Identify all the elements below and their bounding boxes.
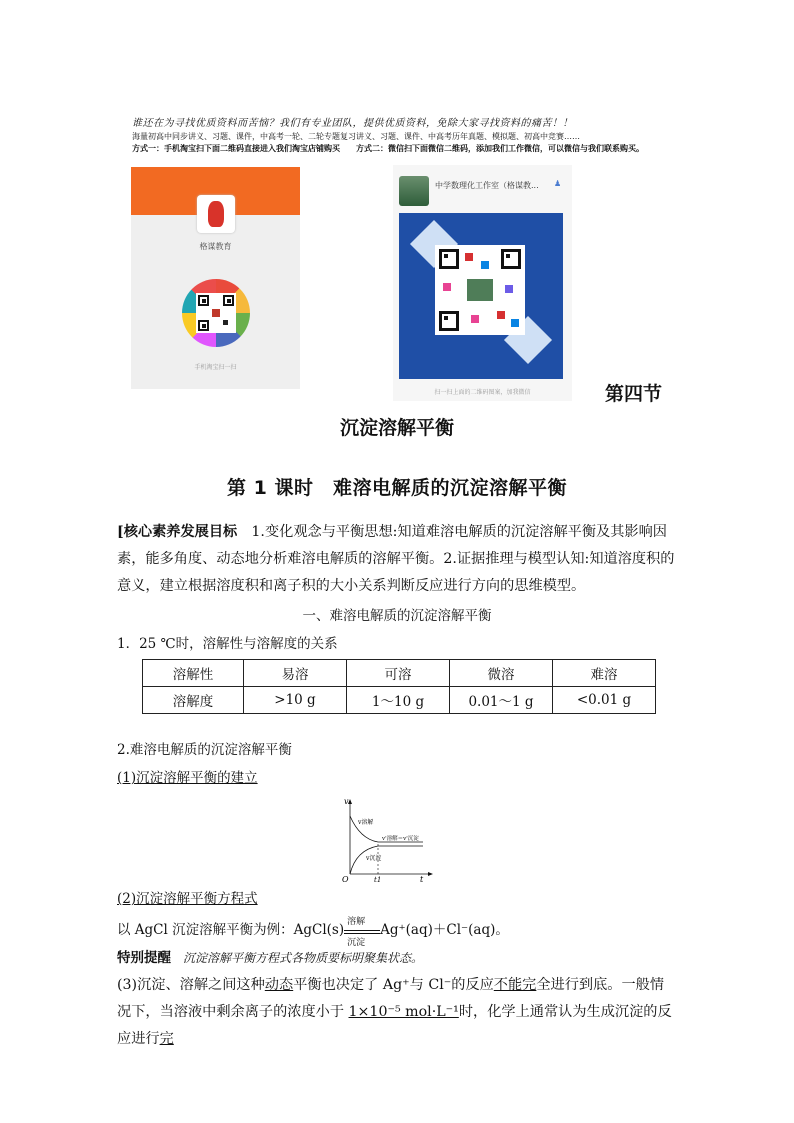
equation-prefix: 以 AgCl 沉淀溶解平衡为例：AgCl(s) <box>117 922 345 938</box>
ad-description: 海量初高中同步讲义、习题、课件，中高考一轮、二轮专题复习讲义、习题、课件、中高考历年真题、模拟题、初高中竞赛…… <box>132 132 580 141</box>
goals-text: 1.变化观念与平衡思想:知道难溶电解质的沉淀溶解平衡及其影响因素，能多角度、动态地分析难溶电解质的溶解平衡。2.证据推理与模型认知:知道溶度积的意义，建立根据溶度积和离子积的大小关系判断反应进行方向的思维模型。 <box>117 524 675 594</box>
scan-caption: 扫一扫上面的二维码图案，加我微信 <box>434 389 531 396</box>
item-heading: 2.难溶电解质的沉淀溶解平衡 <box>117 742 292 758</box>
item-heading: 1．25 ℃时，溶解性与溶解度的关系 <box>117 636 338 652</box>
taobao-qr-code[interactable] <box>196 293 236 333</box>
table-cell: 1～10 g <box>347 687 450 714</box>
equation-suffix: Ag⁺(aq)＋Cl⁻(aq)。 <box>380 922 509 938</box>
store-name: 格谋教育 <box>199 242 232 251</box>
table-header-cell: 易溶 <box>244 660 347 687</box>
table-header-cell: 微溶 <box>450 660 553 687</box>
section-title: 沉淀溶解平衡 <box>339 417 454 439</box>
table-row <box>143 687 656 714</box>
ad-purchase-methods: 方式一：手机淘宝扫下面二维码直接进入我们淘宝店铺购买 方式二：微信扫下面微信二维码，添加我们工作微信，可以微信与我们联系购买。 <box>132 144 644 153</box>
table-row-label: 溶解度 <box>143 687 244 714</box>
table-header-cell: 难溶 <box>553 660 656 687</box>
rate-time-graph <box>338 794 438 884</box>
t1-label: t1 <box>374 876 382 884</box>
table-row <box>143 660 656 687</box>
v-precip-label: v沉淀 <box>366 855 382 862</box>
equal-rate-label: v'溶解＝v'沉淀 <box>382 836 419 842</box>
origin-label: O <box>342 875 349 884</box>
sub-heading <box>117 887 258 907</box>
tip-text: 沉淀溶解平衡方程式各物质要标明聚集状态。 <box>171 951 424 965</box>
goals-lead: [核心素养发展目标 <box>117 524 238 540</box>
part-title: 一、难溶电解质的沉淀溶解平衡 <box>302 608 492 624</box>
blank-answer: 不能完 <box>493 977 537 993</box>
scan-caption: 手机淘宝扫一扫 <box>194 364 237 371</box>
dynamic-equilibrium-paragraph: (3)沉淀、溶解之间这种动态平衡也决定了 Ag⁺与 Cl⁻的反应不能完全进行到底。一般情况下，当溶液中剩余离子的浓度小于 1×10⁻⁵ mol·L⁻¹时，化学上通常认为生成沉淀的反应进行完 <box>117 977 672 1047</box>
sub-heading-text: (2)沉淀溶解平衡方程式 <box>117 891 258 907</box>
wechat-avatar <box>399 176 429 206</box>
tip-label: 特别提醒 <box>117 950 171 966</box>
user-icon: ♟ <box>554 179 562 188</box>
arrow-top-label: 溶解 <box>347 916 366 927</box>
table-header-cell: 溶解性 <box>143 660 244 687</box>
ad-slogan: 谁还在为寻找优质资料而苦恼？我们有专业团队，提供优质资料，免除大家寻找资料的痛苦！！ <box>132 118 573 129</box>
table-cell: 0.01～1 g <box>450 687 553 714</box>
blank-answer: 动态 <box>264 977 294 993</box>
wechat-account-name: 中学数理化工作室（格谋教... <box>435 181 539 190</box>
wechat-qr-code[interactable] <box>435 245 525 335</box>
v-dissolve-label: v溶解 <box>358 819 374 826</box>
sub-heading <box>117 766 258 786</box>
arrow-bottom-label: 沉淀 <box>347 937 366 948</box>
blank-answer: 完 <box>159 1031 174 1047</box>
reversible-arrow <box>344 916 380 948</box>
table-cell: <0.01 g <box>553 687 656 714</box>
core-goals-paragraph <box>117 519 677 600</box>
wechat-contact-card[interactable] <box>393 165 572 401</box>
taobao-store-card[interactable] <box>131 167 300 389</box>
equilibrium-equation <box>117 916 509 948</box>
store-logo <box>197 195 235 233</box>
y-axis-label: v <box>344 797 349 806</box>
seal-icon <box>208 201 224 227</box>
table-header-cell: 可溶 <box>347 660 450 687</box>
tip <box>117 946 423 966</box>
lesson-title: 第 1 课时 难溶电解质的沉淀溶解平衡 <box>227 477 567 499</box>
table-cell: >10 g <box>244 687 347 714</box>
solubility-table <box>142 659 656 714</box>
sub-heading-text: (1)沉淀溶解平衡的建立 <box>117 770 258 786</box>
blank-answer: 1×10⁻⁵ mol·L⁻¹ <box>348 1004 459 1020</box>
section-number: 第四节 <box>605 383 663 405</box>
x-axis-label: t <box>420 875 424 884</box>
